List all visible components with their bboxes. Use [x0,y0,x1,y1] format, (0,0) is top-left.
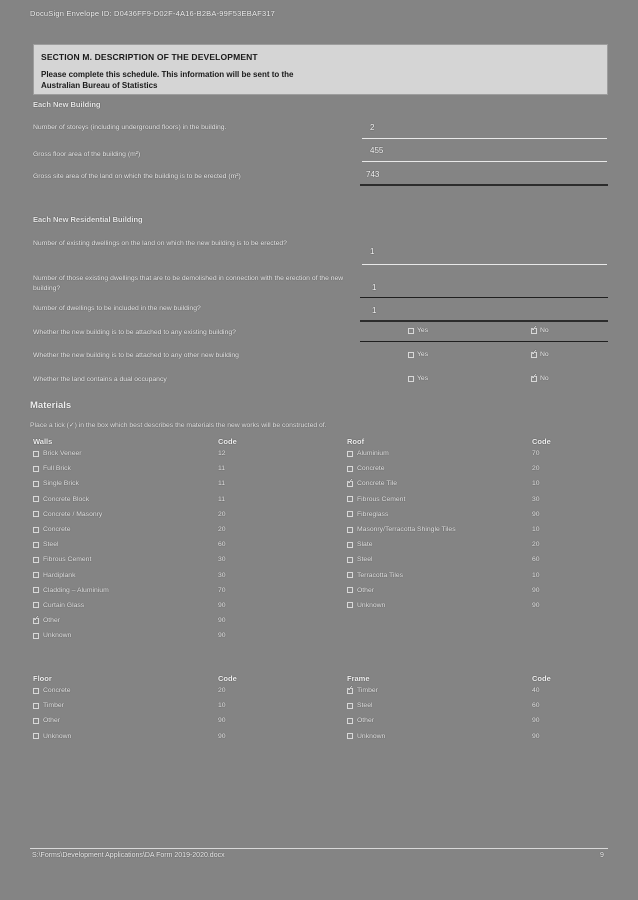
walls-column-header [33,437,258,446]
floor-column-header [33,674,258,683]
field-underline-storeys [362,138,607,139]
material-label-cell [33,465,218,472]
material-label-cell [33,556,218,563]
material-row[interactable] [33,683,258,698]
material-label-cell [33,526,218,533]
material-row[interactable] [33,628,258,643]
material-row[interactable] [347,568,572,583]
floor-code-header: Code [218,674,237,683]
material-code: 10 [218,702,226,710]
material-label: Fibreglass [357,510,389,518]
material-row[interactable] [347,729,572,744]
material-row[interactable] [347,476,572,491]
material-row[interactable] [33,522,258,537]
checkbox-box-icon[interactable] [33,718,39,724]
roof-header-label: Roof [347,437,365,446]
material-code: 30 [532,495,540,503]
material-row[interactable] [33,507,258,522]
material-code: 90 [532,732,540,740]
material-row[interactable] [33,492,258,507]
material-label: Brick Veneer [43,450,82,458]
material-code: 10 [532,571,540,579]
material-label: Unknown [357,732,386,740]
field-underline-existing-dwellings [362,264,607,265]
answer-dwellings-included[interactable]: 1 [372,306,377,315]
material-row[interactable] [33,537,258,552]
material-row[interactable] [347,583,572,598]
material-row[interactable] [33,583,258,598]
question-dwellings-included: Number of dwellings to be included in the new building? [33,305,201,312]
material-code: 90 [532,510,540,518]
checkbox-box-icon[interactable] [33,557,39,563]
section-instruction [41,70,607,91]
material-label-cell [33,733,218,740]
material-row[interactable] [33,613,258,628]
material-label: Concrete Block [43,495,90,503]
frame-list [347,683,572,744]
material-label: Single Brick [43,480,79,488]
checkbox-box-checked-icon [531,352,537,358]
material-label-cell [33,572,218,579]
field-underline-gross-site-area [360,184,608,186]
material-label-cell [347,572,532,579]
checkbox-box-checked-icon [531,376,537,382]
material-code: 40 [532,687,540,695]
docusign-envelope-id: DocuSign Envelope ID: D0436FF9-D02F-4A16-B2BA-99F53EBAF317 [30,9,276,18]
question-attached-existing-building: Whether the new building is to be attached to any existing building? [33,329,236,336]
material-row[interactable] [33,446,258,461]
frame-code-header: Code [532,674,551,683]
material-label: Slate [357,541,373,549]
material-label: Curtain Glass [43,601,85,609]
roof-code-header: Code [532,437,551,446]
material-label: Concrete [43,526,71,534]
checkbox-label: No [540,351,549,358]
material-label-cell [33,587,218,594]
field-underline-gross-floor-area [362,161,607,162]
material-code: 11 [218,480,226,488]
material-label-cell [347,496,532,503]
material-label-cell [347,733,532,740]
material-label: Hardiplank [43,571,76,579]
roof-column-header [347,437,572,446]
material-code: 20 [218,687,226,695]
checkbox-box-icon [408,376,414,382]
material-label: Other [43,717,60,725]
material-row[interactable] [33,461,258,476]
checkbox-box-icon[interactable] [33,511,39,517]
material-label: Steel [357,702,373,710]
section-instruction-line-2: Australian Bureau of Statistics [41,80,158,90]
material-code: 20 [532,541,540,549]
material-label: Other [357,586,374,594]
checkbox-box-icon[interactable] [347,496,353,502]
floor-list [33,683,258,744]
field-underline-dwellings-included [360,320,608,322]
question-storeys: Number of storeys (including underground floors) in the building. [33,124,227,131]
walls-list [33,446,258,643]
footer-divider [30,848,608,849]
material-label: Masonry/Terracotta Shingle Tiles [357,526,456,534]
material-code: 90 [532,586,540,594]
material-code: 90 [532,717,540,725]
material-label: Steel [43,541,59,549]
material-code: 90 [532,601,540,609]
material-code: 60 [532,556,540,564]
materials-note: Place a tick (✓) in the box which best describes the materials the new works will be constructed of. [30,422,327,429]
material-row[interactable] [347,537,572,552]
materials-column-roof [347,437,572,613]
material-code: 90 [218,632,226,640]
section-instruction-line-1: Please complete this schedule. This information will be sent to the [41,70,294,79]
material-label-cell [33,617,218,624]
material-label-cell [347,465,532,472]
material-row[interactable] [33,713,258,728]
material-label: Fibrous Cement [43,556,92,564]
material-label-cell [33,511,218,518]
material-row[interactable] [33,568,258,583]
checkbox-box-icon[interactable] [33,496,39,502]
material-label-cell [347,511,532,518]
material-row[interactable] [347,492,572,507]
material-code: 70 [532,450,540,458]
checkbox-box-icon[interactable] [347,542,353,548]
material-label-cell [347,541,532,548]
checkbox-box-icon[interactable] [347,557,353,563]
material-code: 10 [532,526,540,534]
material-label-cell [347,717,532,724]
question-dual-occupancy: Whether the land contains a dual occupancy [33,376,167,383]
checkbox-box-icon[interactable] [33,587,39,593]
material-row[interactable] [347,683,572,698]
question-gross-site-area: Gross site area of the land on which the building is to be erected (m²) [33,173,241,180]
material-label-cell [347,556,532,563]
question-existing-dwellings-line-1: Number of existing dwellings on the land on which the new building is to be [33,240,259,247]
checkbox-box-icon[interactable] [33,633,39,639]
material-code: 60 [532,702,540,710]
checkbox-attached-existing-no[interactable] [531,327,549,334]
checkbox-box-icon[interactable] [33,466,39,472]
material-label-cell [33,450,218,457]
checkbox-box-icon[interactable] [33,572,39,578]
material-label: Timber [357,687,378,695]
each-new-building-heading: Each New Building [33,100,101,109]
material-code: 90 [218,617,226,625]
checkbox-label: Yes [417,351,429,358]
footer-page-number: 9 [600,852,604,859]
material-code: 90 [218,717,226,725]
checkbox-box-icon[interactable] [33,481,39,487]
checkbox-box-icon[interactable] [347,703,353,709]
materials-column-frame [347,674,572,744]
material-label: Concrete Tile [357,480,398,488]
material-label-cell [33,602,218,609]
material-label-cell [347,687,532,694]
material-code: 30 [218,556,226,564]
material-row[interactable] [33,729,258,744]
question-gross-floor-area: Gross floor area of the building (m²) [33,151,141,158]
checkbox-box-icon [408,352,414,358]
checkbox-box-icon[interactable] [347,466,353,472]
material-code: 11 [218,495,226,503]
checkbox-box-checked-icon[interactable] [347,481,353,487]
material-label: Unknown [357,601,386,609]
material-code: 90 [218,732,226,740]
checkbox-dual-occupancy-no[interactable] [531,375,549,382]
material-label-cell [347,587,532,594]
checkbox-box-icon[interactable] [347,602,353,608]
question-demolished-dwellings-line-2: the erection of the new building? [33,275,344,292]
answer-gross-floor-area[interactable]: 455 [370,146,384,155]
material-code: 20 [218,510,226,518]
checkbox-attached-other-no[interactable] [531,351,549,358]
material-label-cell [347,480,532,487]
checkbox-box-checked-icon [531,328,537,334]
material-label: Concrete [357,465,385,473]
material-code: 30 [218,571,226,579]
material-row[interactable] [347,522,572,537]
checkbox-box-icon[interactable] [347,587,353,593]
answer-storeys[interactable]: 2 [370,123,375,132]
field-underline-demolished-dwellings [360,297,608,298]
material-label-cell [33,702,218,709]
materials-heading: Materials [30,400,72,411]
material-row[interactable] [347,552,572,567]
checkbox-box-icon[interactable] [33,602,39,608]
material-label: Unknown [43,732,72,740]
material-label: Concrete [43,687,71,695]
material-label-cell [33,717,218,724]
walls-header-label: Walls [33,437,53,446]
question-demolished-dwellings [33,274,358,294]
material-row[interactable] [347,507,572,522]
material-code: 20 [532,465,540,473]
checkbox-box-icon[interactable] [347,733,353,739]
material-label: Cladding – Aluminium [43,586,109,594]
checkbox-dual-occupancy-yes[interactable] [408,375,428,382]
walls-code-header: Code [218,437,237,446]
material-label: Steel [357,556,373,564]
checkbox-label: No [540,375,549,382]
materials-column-floor [33,674,258,744]
section-title: SECTION M. DESCRIPTION OF THE DEVELOPMENT [41,52,258,62]
checkbox-box-icon[interactable] [347,572,353,578]
material-label-cell [33,632,218,639]
material-label: Concrete / Masonry [43,510,103,518]
material-code: 20 [218,526,226,534]
frame-header-label: Frame [347,674,370,683]
material-row[interactable] [33,476,258,491]
each-new-residential-building-heading: Each New Residential Building [33,215,143,224]
frame-column-header [347,674,572,683]
answer-gross-site-area[interactable]: 743 [366,170,380,179]
material-code: 90 [218,601,226,609]
material-code: 70 [218,586,226,594]
checkbox-box-checked-icon[interactable] [347,688,353,694]
checkbox-box-icon[interactable] [347,511,353,517]
checkbox-attached-existing-yes[interactable] [408,327,428,334]
checkbox-label: Yes [417,327,429,334]
materials-column-walls [33,437,258,643]
material-row[interactable] [33,698,258,713]
material-label-cell [347,702,532,709]
material-label: Unknown [43,632,72,640]
material-label-cell [33,480,218,487]
material-label: Other [357,717,374,725]
material-label: Terracotta Tiles [357,571,404,579]
material-label-cell [33,496,218,503]
row-underline-attached-existing [360,341,608,342]
material-code: 11 [218,465,226,473]
checkbox-box-icon[interactable] [33,542,39,548]
floor-header-label: Floor [33,674,52,683]
checkbox-box-checked-icon[interactable] [33,618,39,624]
answer-existing-dwellings[interactable]: 1 [370,247,375,256]
checkbox-label: No [540,327,549,334]
question-existing-dwellings-line-2: erected? [260,240,287,247]
material-code: 60 [218,541,226,549]
checkbox-label: Yes [417,375,429,382]
question-attached-other-new-building: Whether the new building is to be attached to any other new building [33,352,239,359]
material-row[interactable] [347,713,572,728]
material-label-cell [347,526,532,533]
material-label: Full Brick [43,465,71,473]
material-label: Timber [43,702,64,710]
material-label-cell [347,602,532,609]
material-label: Other [43,617,60,625]
footer-path: S:\Forms\Development Applications\DA Form 2019-2020.docx [32,852,225,859]
material-row[interactable] [347,461,572,476]
roof-list [347,446,572,613]
checkbox-box-icon[interactable] [33,688,39,694]
checkbox-box-icon[interactable] [33,527,39,533]
checkbox-box-icon[interactable] [347,527,353,533]
checkbox-box-icon[interactable] [347,718,353,724]
checkbox-box-icon[interactable] [33,703,39,709]
answer-demolished-dwellings[interactable]: 1 [372,283,377,292]
checkbox-box-icon[interactable] [347,451,353,457]
question-existing-dwellings [33,239,353,249]
material-row[interactable] [33,598,258,613]
section-header-box [33,44,608,95]
material-label: Aluminium [357,450,389,458]
material-row[interactable] [347,698,572,713]
material-row[interactable] [347,598,572,613]
material-code: 10 [532,480,540,488]
question-demolished-dwellings-line-1: Number of those existing dwellings that are to be demolished in connection with [33,275,273,282]
material-label-cell [347,450,532,457]
checkbox-attached-other-yes[interactable] [408,351,428,358]
material-label: Fibrous Cement [357,495,406,503]
material-label-cell [33,541,218,548]
material-row[interactable] [347,446,572,461]
checkbox-box-icon [408,328,414,334]
checkbox-box-icon[interactable] [33,733,39,739]
material-label-cell [33,687,218,694]
material-code: 12 [218,450,226,458]
checkbox-box-icon[interactable] [33,451,39,457]
material-row[interactable] [33,552,258,567]
